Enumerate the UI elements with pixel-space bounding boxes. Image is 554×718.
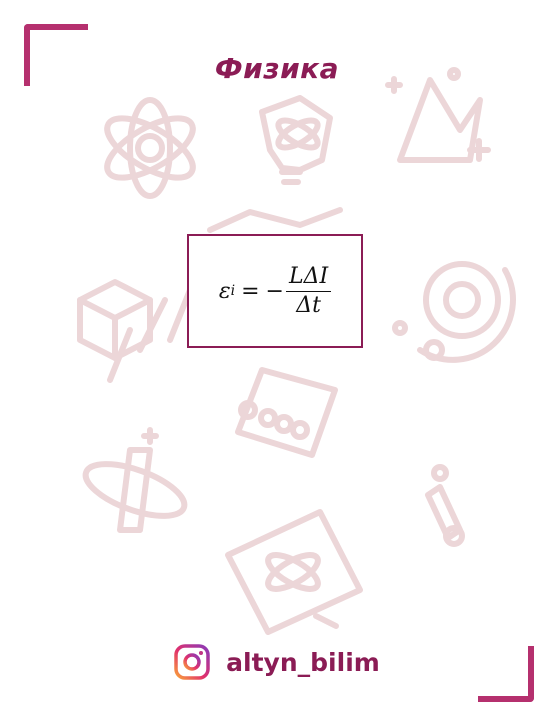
formula-card	[187, 234, 363, 348]
equals-sign: =	[241, 278, 260, 304]
atom-icon	[98, 100, 201, 196]
emf-symbol: ε	[218, 278, 231, 304]
minus-sign: −	[265, 278, 284, 304]
footer-social	[0, 640, 554, 684]
newtons-cradle-icon	[238, 370, 335, 455]
fraction-denominator: Δt	[296, 292, 321, 318]
self-induction-emf-formula	[219, 263, 331, 320]
emf-subscript: i	[230, 283, 236, 299]
planet-orbit-icon	[395, 264, 513, 360]
fraction	[286, 263, 331, 320]
thermometer-icon	[428, 467, 462, 544]
magnet-orbit-icon	[79, 430, 190, 530]
fraction-numerator: LΔI	[286, 263, 331, 292]
instagram-handle[interactable]: altyn_bilim	[226, 647, 380, 677]
tablet-atom-icon	[228, 512, 360, 632]
instagram-icon[interactable]	[174, 644, 210, 680]
page-title: Физика	[214, 52, 340, 85]
books-icon	[210, 210, 340, 230]
cube-formula-icon	[80, 282, 190, 380]
lightbulb-atom-icon	[262, 98, 330, 182]
